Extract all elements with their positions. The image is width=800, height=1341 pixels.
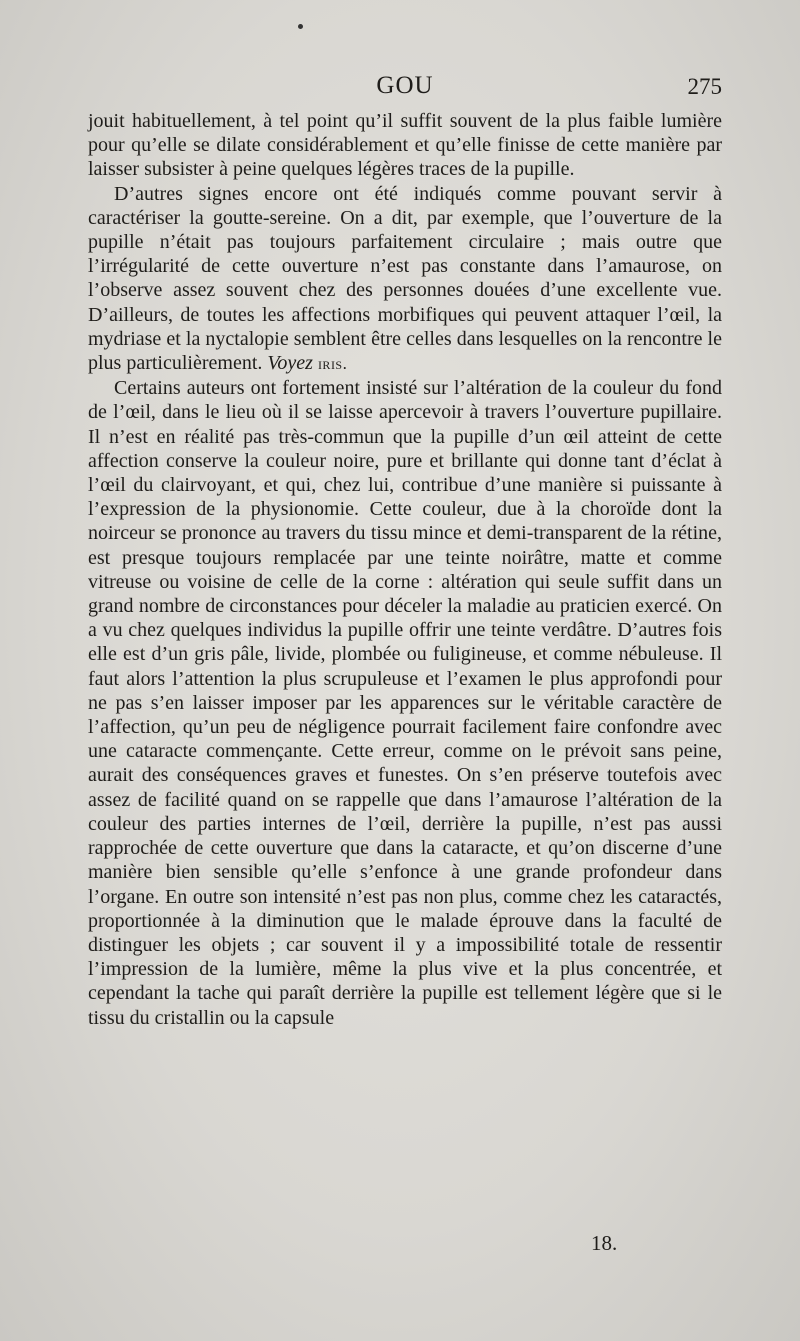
body-text — [88, 109, 722, 1030]
cross-reference-target: iris. — [317, 354, 348, 374]
page-number: 275 — [687, 74, 722, 99]
paragraph-text: D’autres signes encore ont été indiqués comme pouvant servir à caractériser la goutte-sereine. On a dit, par exemple, que l’ouverture de la pupille n’était pas toujours parfaitement circulaire ; mais outre que l’irrégularité de cette ouverture n’est pas constante dans l’amaurose, on l’observe assez souvent chez des personnes douées d’une excellente vue. D’ailleurs, de toutes les affections morbifiques qui peuvent attaquer l’œil, la mydriase et la nyctalopie semblent être celles dans lesquelles on la rencontre le plus particulièrement. — [88, 182, 722, 375]
paragraph-continued — [88, 109, 722, 182]
paragraph-text: Certains auteurs ont fortement insisté sur l’altération de la couleur du fond de l’œil, dans le lieu où il se laisse apercevoir à travers l’ouverture pupillaire. Il n’est en réalité pas très-commun que la pupille d’un œil atteint de cette affection conserve la couleur noire, pure et brillante qui donne tant d’éclat à l’œil du clairvoyant, et qui, chez lui, contribue d’une manière si puissante à l’expression de la physionomie. Cette couleur, due à la choroïde dont la noirceur se prononce au travers du tissu mince et demi-transparent de la rétine, est presque toujours remplacée par une teinte noirâtre, matte et comme vitreuse ou voisine de celle de la corne : altération qui seule suffit dans un grand nombre de circonstances pour déceler la maladie au praticien exercé. On a vu chez quelques individus la pupille offrir une teinte verdâtre. D’autres fois elle est d’un gris pâle, livide, plombée ou fuligineuse, et comme nébuleuse. Il faut alors l’attention la plus scrupuleuse et l’examen le plus approfondi pour ne pas s’en laisser imposer par les apparences sur le véritable caractère de l’affection, qu’un peu de négligence pourrait facilement faire confondre avec une cataracte commençante. Cette erreur, comme on le prévoit sans peine, aurait des conséquences graves et funestes. On s’en préserve toutefois avec assez de facilité quand on se rappelle que dans l’amaurose l’altération de la couleur des parties internes de l’œil, derrière la pupille, n’est pas aussi rapprochée de cette ouverture que dans la cataracte, et qu’on discerne d’une manière bien sensible qu’elle s’enfonce à une grande profondeur dans l’organe. En outre son intensité n’est pas non plus, comme chez les cataractés, proportionnée à la diminution que le malade éprouve dans la faculté de distinguer les objets ; car souvent il y a impossibilité totale de ressentir l’impression de la lumière, même la plus vive et la plus concentrée, et cependant la tache qui paraît derrière la pupille est tellement légère que si le tissu du cristallin ou la capsule — [88, 377, 722, 1029]
cross-reference-label: Voyez — [267, 352, 313, 375]
paragraph — [88, 182, 722, 377]
page-header — [88, 72, 722, 106]
paragraph — [88, 376, 722, 1029]
running-head: GOU — [376, 72, 434, 99]
paragraph-text: jouit habituellement, à tel point qu’il suffit souvent de la plus faible lumière pour qu’elle se dilate considérablement et qu’elle finisse de cette manière par laisser subsister à peine quelques légères traces de la pupille. — [88, 110, 722, 181]
signature-mark: 18. — [591, 1231, 618, 1255]
ink-speck — [298, 24, 303, 29]
